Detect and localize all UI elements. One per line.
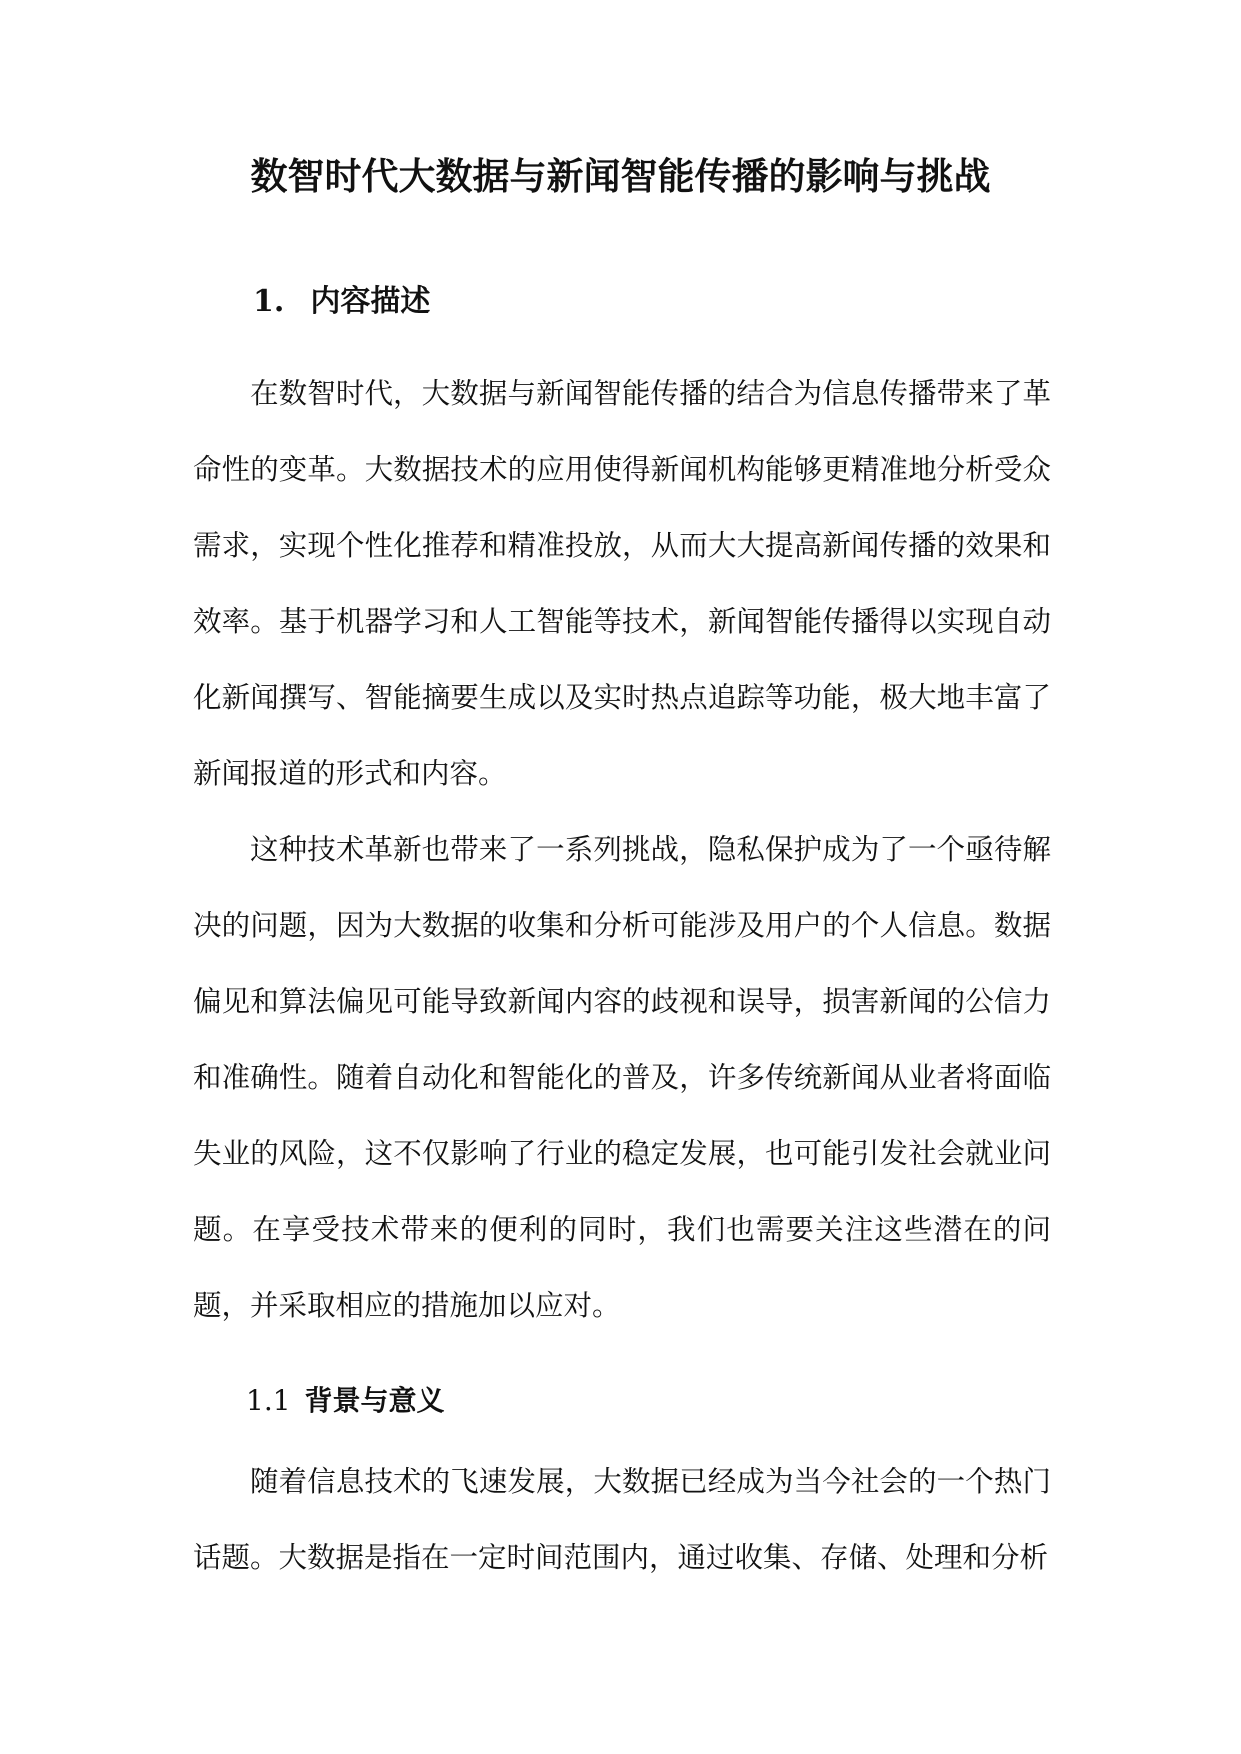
subsection-number: 1.1: [246, 1384, 291, 1417]
paragraph-3: 随着信息技术的飞速发展，大数据已经成为当今社会的一个热门话题。大数据是指在一定时间范围内，通过收集、存储、处理和分析: [193, 1465, 1051, 1574]
paragraph-2: 这种技术革新也带来了一系列挑战，隐私保护成为了一个亟待解决的问题，因为大数据的收集和分析可能涉及用户的个人信息。数据偏见和算法偏见可能导致新闻内容的歧视和误导，损害新闻的公信力和准确性。随着自动化和智能化的普及，许多传统新闻从业者将面临失业的风险，这不仅影响了行业的稳定发展，也可能引发社会就业问题。在享受技术带来的便利的同时，我们也需要关注这些潜在的问题，并采取相应的措施加以应对。: [193, 833, 1051, 1322]
section-heading-1-1: [246, 1378, 445, 1424]
section-number: 1.: [253, 284, 285, 319]
subsection-title: 背景与意义: [304, 1384, 445, 1417]
document-title: 数智时代大数据与新闻智能传播的影响与挑战: [250, 154, 991, 198]
section-heading-1: [253, 278, 430, 326]
section-title: 内容描述: [310, 284, 431, 319]
paragraph-1: 在数智时代，大数据与新闻智能传播的结合为信息传播带来了革命性的变革。大数据技术的应用使得新闻机构能够更精准地分析受众需求，实现个性化推荐和精准投放，从而大大提高新闻传播的效果和效率。基于机器学习和人工智能等技术，新闻智能传播得以实现自动化新闻撰写、智能摘要生成以及实时热点追踪等功能，极大地丰富了新闻报道的形式和内容。: [193, 377, 1051, 790]
